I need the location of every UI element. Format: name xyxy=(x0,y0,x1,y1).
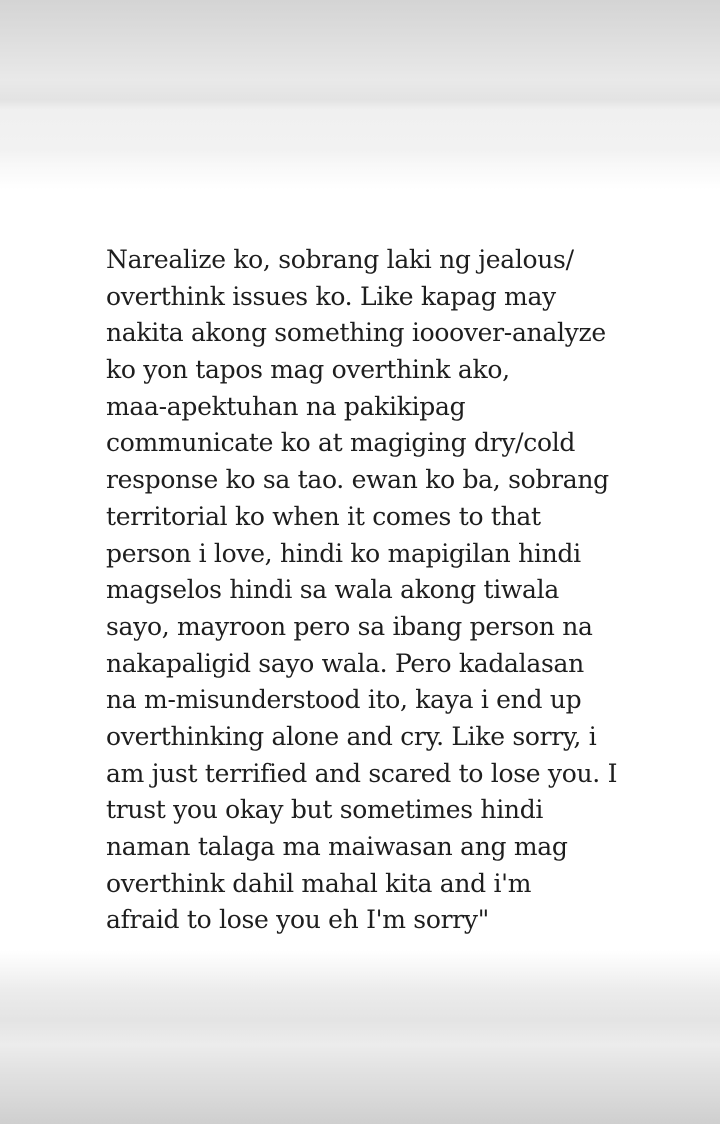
note-line: communicate ko at magiging dry/cold xyxy=(106,428,576,458)
note-line: na m-misunderstood ito, kaya i end up xyxy=(106,685,582,715)
note-line: response ko sa tao. ewan ko ba, sobrang xyxy=(106,465,609,495)
note-line: territorial ko when it comes to that xyxy=(106,501,541,531)
note-line: overthink dahil mahal kita and i'm xyxy=(106,868,532,898)
note-line: naman talaga ma maiwasan ang mag xyxy=(106,832,568,861)
note-line: am just terrified and scared to lose you. I xyxy=(106,758,618,788)
note-line: trust you okay but sometimes hindi xyxy=(106,795,544,825)
note-line: person i love, hindi ko mapigilan hindi xyxy=(106,538,581,568)
note-line: nakapaligid sayo wala. Pero kadalasan xyxy=(106,648,584,678)
note-line: sayo, mayroon pero sa ibang person na xyxy=(106,611,593,641)
note-line: afraid to lose you eh I'm sorry" xyxy=(106,905,489,935)
note-line: ko yon tapos mag overthink ako, xyxy=(106,355,510,385)
top-background-band xyxy=(0,0,720,190)
note-line: magselos hindi sa wala akong tiwala xyxy=(106,575,559,605)
note-line: overthinking alone and cry. Like sorry, i xyxy=(106,721,597,751)
note-line: Narealize ko, sobrang laki ng jealous/ xyxy=(106,245,574,274)
note-line: nakita akong something iooover-analyze xyxy=(106,318,606,348)
note-text-block xyxy=(106,242,666,939)
bottom-background-band xyxy=(0,950,720,1124)
note-line: overthink issues ko. Like kapag may xyxy=(106,281,556,311)
note-line: maa-apektuhan na pakikipag xyxy=(106,391,466,421)
